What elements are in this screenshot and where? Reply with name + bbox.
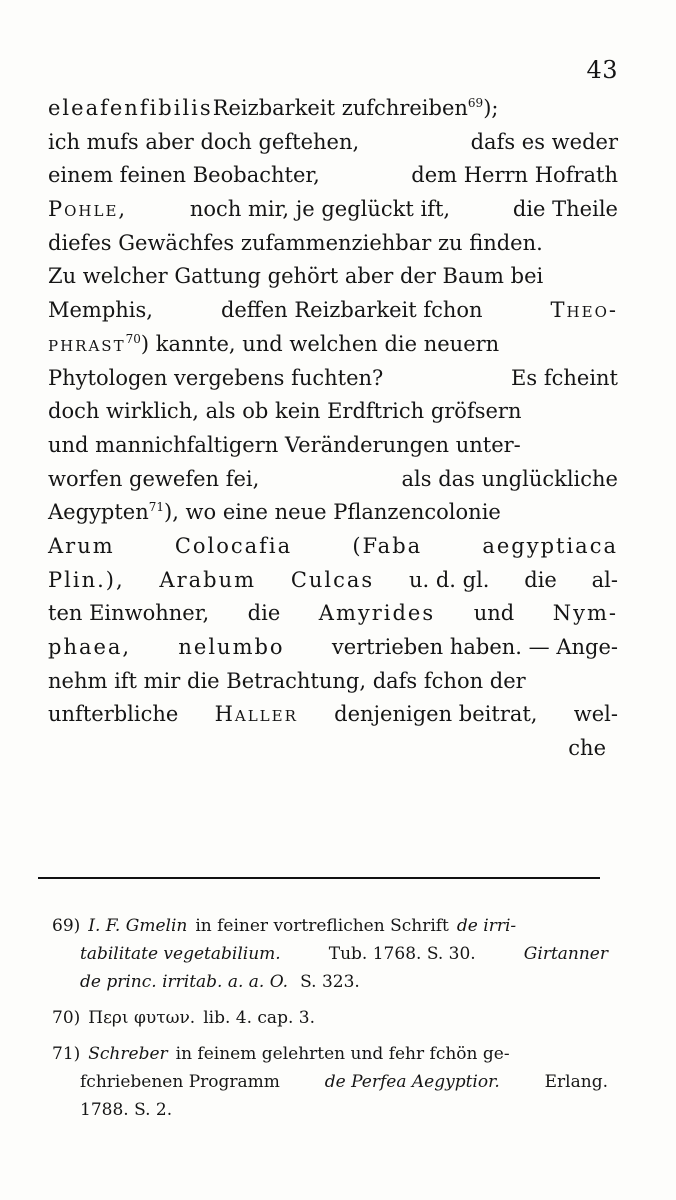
footnote-line — [52, 912, 608, 940]
text-segment: phaea, — [48, 635, 132, 659]
footnote-author: Schreber — [88, 1044, 168, 1064]
footnote-text: lib. 4. cap. 3. — [203, 1008, 315, 1028]
text-segment: und mannichfaltigern Veränderungen unter- — [48, 432, 521, 457]
text-line-3 — [48, 159, 618, 193]
footnote-text: fchriebenen Programm — [80, 1072, 280, 1092]
footnote-text: Erlang. — [544, 1072, 608, 1092]
footnote-69 — [52, 912, 608, 996]
text-segment: Plin.), — [48, 567, 125, 592]
text-segment: Arabum — [159, 567, 257, 592]
text-line-18 — [48, 665, 618, 699]
text-segment: u. d. gl. — [408, 567, 490, 592]
footnote-line — [52, 1068, 608, 1096]
text-segment: Aegypten — [48, 500, 149, 525]
footnote-greek-title: Περι φυτων. — [88, 1008, 196, 1028]
footnote-divider — [38, 877, 600, 879]
footnote-ref-70: 70 — [125, 331, 141, 346]
footnote-author: Girtanner — [523, 944, 608, 964]
footnote-text: Tub. 1768. S. 30. — [328, 944, 476, 964]
text-segment: Memphis, — [48, 298, 153, 323]
footnote-number: 69) — [52, 916, 81, 936]
footnote-title: de princ. irritab. a. a. O. — [80, 972, 289, 992]
footnote-text: S. 323. — [300, 972, 360, 992]
text-segment: noch mir, je geglückt ift, — [189, 197, 451, 222]
footnote-ref-69: 69 — [467, 96, 484, 110]
text-line-11 — [48, 429, 618, 463]
text-line-8 — [48, 328, 618, 362]
footnote-text: in feiner vortreflichen Schrift — [195, 916, 449, 936]
text-line-17 — [48, 631, 618, 665]
footnote-ref-71: 71 — [148, 500, 165, 515]
text-segment: einem feinen Beobachter, — [48, 163, 320, 188]
footnote-line — [52, 1096, 608, 1124]
text-line-10 — [48, 395, 618, 429]
text-line-4 — [48, 193, 618, 227]
text-segment: Haller — [214, 702, 298, 727]
text-segment: dem Herrn Hofrath — [411, 163, 618, 188]
text-line-2 — [48, 126, 618, 160]
footnote-text: in feinem gelehrten und fehr fchön ge- — [175, 1044, 510, 1064]
text-segment: ); — [483, 96, 499, 120]
text-segment: elea — [48, 96, 101, 120]
text-line-20-catchword — [48, 732, 618, 766]
text-segment: die Theile — [512, 197, 618, 222]
text-segment: als das unglückliche — [401, 466, 618, 491]
text-segment: wel- — [573, 702, 618, 727]
text-segment: ), wo eine neue Pflanzencolonie — [164, 500, 501, 525]
text-segment: (Faba — [352, 533, 423, 558]
text-segment: al- — [591, 567, 618, 592]
catchword: che — [568, 736, 606, 761]
text-segment: die — [247, 601, 281, 626]
footnote-title: tabilitate vegetabilium. — [80, 944, 281, 964]
footnote-line — [52, 968, 608, 996]
text-segment: Nym- — [552, 601, 618, 626]
text-segment: diefes Gewächfes zufammenziehbar zu finden. — [48, 230, 543, 255]
text-segment: und — [473, 601, 515, 626]
text-segment: Zu welcher Gattung gehört aber der Baum bei — [48, 264, 544, 289]
footnote-line — [52, 1004, 608, 1032]
text-segment: die — [524, 567, 557, 592]
text-line-6 — [48, 260, 618, 294]
text-segment: Reizbarkeit zufchreiben — [212, 96, 468, 120]
text-line-7 — [48, 294, 618, 328]
footnote-number: 70) — [52, 1008, 81, 1028]
footnote-title: de irri- — [456, 916, 517, 936]
text-segment: Culcas — [290, 567, 375, 592]
text-line-19 — [48, 698, 618, 732]
text-line-16 — [48, 597, 618, 631]
text-segment: ten Einwohner, — [48, 601, 210, 626]
text-segment: worfen gewefen fei, — [48, 466, 260, 491]
text-segment: aegyptiaca — [482, 533, 618, 558]
text-segment: unfterbliche — [48, 702, 179, 727]
footnote-author: I. F. Gmelin — [88, 916, 188, 936]
text-segment: ich mufs aber doch geftehen, — [48, 129, 360, 154]
text-segment: ) kannte, und welchen die neuern — [140, 331, 500, 356]
text-segment: deffen Reizbarkeit fchon — [220, 298, 483, 323]
text-line-14 — [48, 530, 618, 564]
footnote-line — [52, 1040, 608, 1068]
main-text — [48, 92, 618, 766]
footnote-number: 71) — [52, 1044, 81, 1064]
page-number: 43 — [586, 56, 618, 84]
text-segment: nehm ift mir die Betrachtung, dafs fchon der — [48, 668, 526, 693]
text-line-9 — [48, 362, 618, 396]
footnotes — [52, 912, 608, 1132]
text-segment: Theo- — [550, 298, 618, 323]
text-line-1 — [48, 92, 618, 126]
footnote-71 — [52, 1040, 608, 1124]
text-line-15 — [48, 564, 618, 598]
text-segment: doch wirklich, als ob kein Erdftrich gröfsern — [48, 399, 522, 424]
text-segment: Arum — [48, 533, 115, 558]
text-segment: Colocafia — [174, 533, 293, 558]
text-line-13 — [48, 496, 618, 530]
text-segment: nelumbo — [178, 635, 285, 659]
text-segment: dafs es weder — [470, 129, 618, 154]
footnote-title: de Perfea Aegyptior. — [324, 1072, 500, 1092]
text-segment: phrast — [48, 331, 126, 356]
text-segment: denjenigen beitrat, — [334, 702, 538, 727]
text-segment: vertrieben haben. — Ange- — [331, 635, 618, 659]
text-line-12 — [48, 463, 618, 497]
text-line-5 — [48, 227, 618, 261]
text-segment: fenfibilis — [100, 96, 213, 120]
text-segment: Amyrides — [318, 601, 436, 626]
footnote-70 — [52, 1004, 608, 1032]
text-segment: Pohle, — [48, 197, 128, 222]
text-segment: Es fcheint — [511, 365, 618, 390]
footnote-line — [52, 940, 608, 968]
footnote-text: 1788. S. 2. — [80, 1100, 173, 1120]
text-segment: Phytologen vergebens fuchten? — [48, 365, 384, 390]
